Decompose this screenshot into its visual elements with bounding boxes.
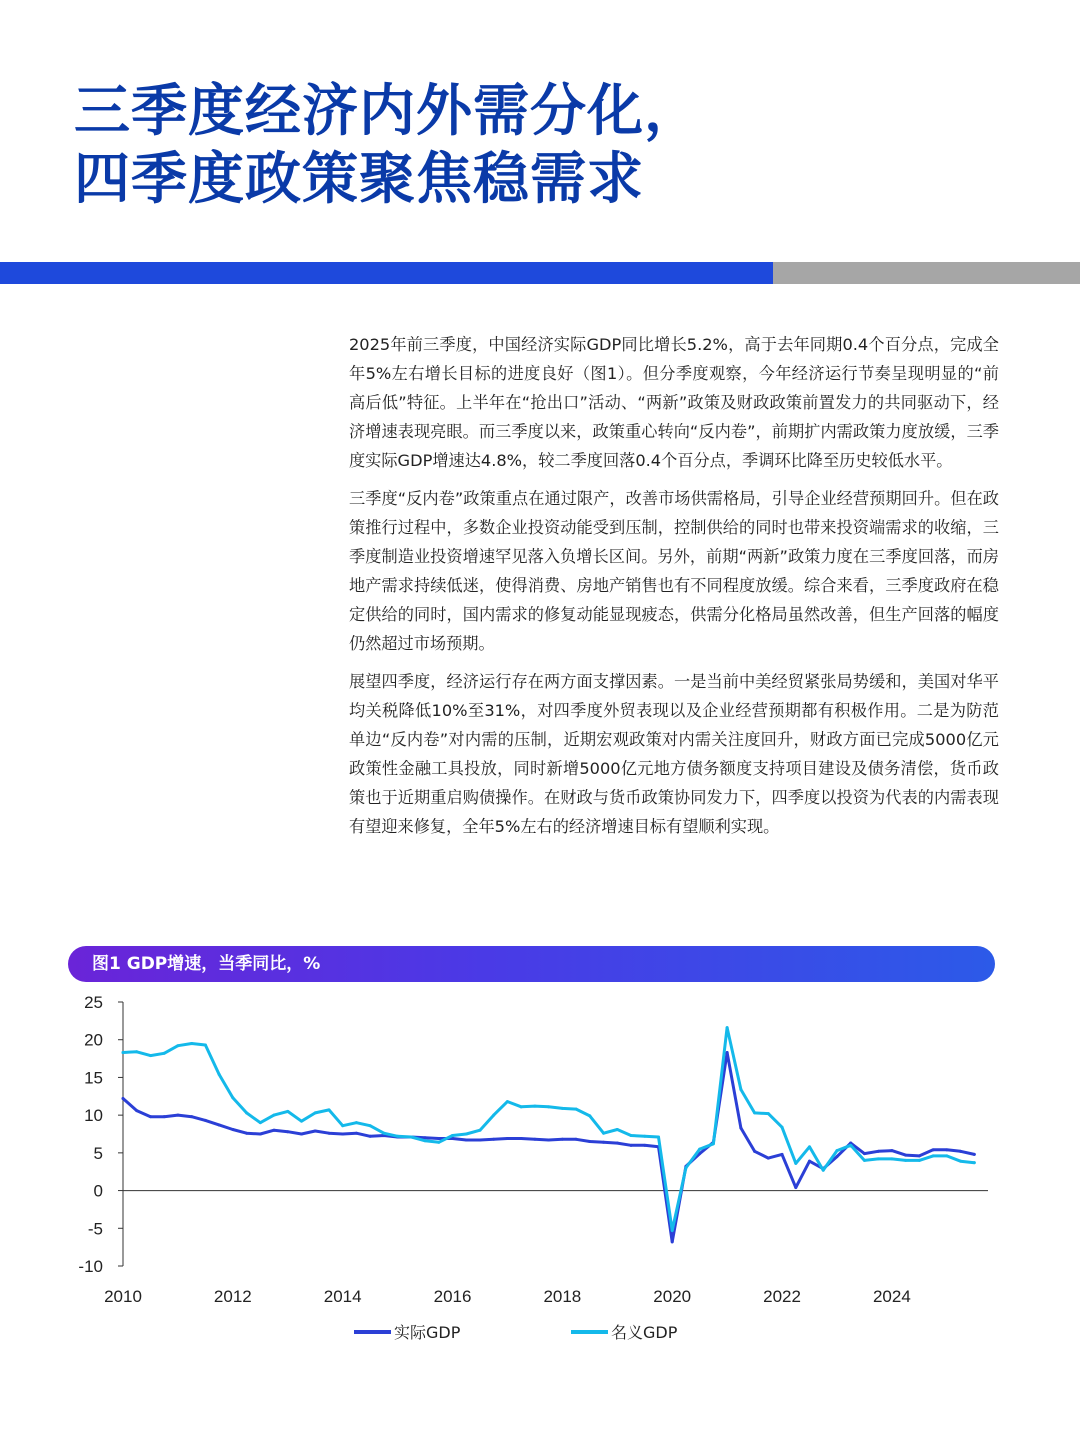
legend-label-1: 名义GDP — [611, 1323, 678, 1342]
y-tick-label: -5 — [87, 1219, 103, 1239]
data-point-series-0 — [877, 1150, 880, 1153]
paragraph-3: 展望四季度，经济运行存在两方面支撑因素。一是当前中美经贸紧张局势缓和，美国对华平均关税降低10%至31%，对四季度外贸表现以及企业经营预期都有积极作用。二是为防范单边“反内卷”对内需的压制，近期宏观政策对内需关注度回升，财政方面已完成5000亿元政策性金融工具投放，同时新增5000亿元地方债务额度支持项目建设及债务清偿，货币政策也于近期重启购债操作。在财政与货币政策协同发力下，四季度以投资为代表的内需表现有望迎来修复，全年5%左右的经济增速目标有望顺利实现。 — [349, 672, 999, 836]
data-point-series-1 — [478, 1129, 481, 1132]
data-point-series-0 — [753, 1150, 756, 1153]
data-point-series-0 — [547, 1139, 550, 1142]
data-point-series-0 — [506, 1137, 509, 1140]
data-point-series-0 — [341, 1133, 344, 1136]
data-point-series-1 — [918, 1159, 921, 1162]
data-point-series-0 — [327, 1132, 330, 1135]
data-point-series-0 — [437, 1137, 440, 1140]
data-point-series-0 — [643, 1144, 646, 1147]
data-point-series-0 — [424, 1136, 427, 1139]
data-point-series-0 — [286, 1130, 289, 1133]
series-line-1 — [123, 1028, 974, 1231]
data-point-series-1 — [822, 1169, 825, 1172]
y-tick-label: 20 — [84, 1030, 103, 1050]
data-point-series-1 — [849, 1144, 852, 1147]
data-point-series-1 — [231, 1096, 234, 1099]
data-point-series-1 — [575, 1108, 578, 1111]
data-point-series-1 — [437, 1141, 440, 1144]
data-point-series-0 — [904, 1154, 907, 1157]
data-point-series-1 — [794, 1162, 797, 1165]
data-point-series-0 — [355, 1132, 358, 1135]
data-point-series-1 — [616, 1128, 619, 1131]
data-point-series-1 — [630, 1134, 633, 1137]
data-point-series-1 — [382, 1132, 385, 1135]
gdp-line-chart — [0, 985, 1080, 1365]
data-point-series-1 — [533, 1105, 536, 1108]
data-point-series-1 — [602, 1132, 605, 1135]
figure-title: 图1 GDP增速，当季同比，% — [92, 954, 321, 974]
data-point-series-1 — [176, 1044, 179, 1047]
data-point-series-1 — [465, 1133, 468, 1136]
y-tick-label: 5 — [93, 1143, 103, 1163]
title-line-1: 三季度经济内外需分化， — [74, 79, 701, 144]
data-point-series-0 — [190, 1115, 193, 1118]
data-point-series-0 — [478, 1139, 481, 1142]
data-point-series-0 — [369, 1135, 372, 1138]
data-point-series-1 — [218, 1073, 221, 1076]
data-point-series-1 — [245, 1111, 248, 1114]
data-point-series-1 — [273, 1114, 276, 1117]
x-tick-label: 2014 — [323, 1287, 362, 1306]
data-point-series-0 — [561, 1138, 564, 1141]
data-point-series-0 — [739, 1126, 742, 1129]
data-point-series-0 — [149, 1115, 152, 1118]
y-tick-label: 0 — [93, 1181, 103, 1201]
data-point-series-0 — [726, 1051, 729, 1054]
data-point-series-0 — [176, 1114, 179, 1117]
data-point-series-1 — [904, 1159, 907, 1162]
data-point-series-1 — [122, 1051, 125, 1054]
article-body — [349, 330, 999, 850]
data-point-series-0 — [767, 1157, 770, 1160]
data-point-series-1 — [561, 1107, 564, 1110]
data-point-series-1 — [314, 1111, 317, 1114]
data-point-series-1 — [973, 1161, 976, 1164]
data-point-series-1 — [355, 1121, 358, 1124]
data-point-series-0 — [835, 1155, 838, 1158]
data-point-series-1 — [410, 1136, 413, 1139]
data-point-series-1 — [135, 1050, 138, 1053]
data-point-series-0 — [575, 1138, 578, 1141]
data-point-series-0 — [245, 1132, 248, 1135]
data-point-series-1 — [520, 1105, 523, 1108]
data-point-series-1 — [259, 1121, 262, 1124]
legend-label-0: 实际GDP — [394, 1323, 461, 1342]
data-point-series-1 — [739, 1088, 742, 1091]
y-tick-label: 25 — [84, 993, 103, 1012]
data-point-series-1 — [341, 1124, 344, 1127]
data-point-series-0 — [794, 1186, 797, 1189]
data-point-series-0 — [163, 1115, 166, 1118]
data-point-series-1 — [396, 1135, 399, 1138]
data-point-series-0 — [890, 1149, 893, 1152]
y-tick-label: -10 — [78, 1257, 103, 1276]
data-point-series-1 — [163, 1052, 166, 1055]
data-point-series-1 — [932, 1154, 935, 1157]
data-point-series-0 — [932, 1148, 935, 1151]
data-point-series-1 — [643, 1135, 646, 1138]
data-point-series-1 — [286, 1110, 289, 1113]
data-point-series-0 — [314, 1129, 317, 1132]
header-divider-gray — [773, 262, 1080, 284]
data-point-series-0 — [492, 1138, 495, 1141]
page-title — [74, 78, 701, 214]
data-point-series-0 — [135, 1109, 138, 1112]
data-point-series-0 — [533, 1138, 536, 1141]
paragraph-1: 2025年前三季度，中国经济实际GDP同比增长5.2%，高于去年同期0.4个百分点，完成全年5%左右增长目标的进度良好（图1）。但分季度观察，今年经济运行节奏呈现明显的“前高后低”特征。上半年在“抢出口”活动、“两新”政策及财政政策前置发力的共同驱动下，经济增速表现亮眼。而三季度以来，政策重心转向“反内卷”，前期扩内需政策力度放缓，三季度实际GDP增速达4.8%，较二季度回落0.4个百分点，季调环比降至历史较低水平。 — [349, 335, 999, 470]
data-point-series-1 — [492, 1114, 495, 1117]
data-point-series-1 — [451, 1134, 454, 1137]
header-divider-blue — [0, 262, 773, 284]
data-point-series-1 — [835, 1149, 838, 1152]
data-point-series-0 — [630, 1144, 633, 1147]
x-tick-label: 2012 — [213, 1287, 252, 1306]
data-point-series-1 — [547, 1105, 550, 1108]
data-point-series-1 — [959, 1160, 962, 1163]
data-point-series-1 — [877, 1157, 880, 1160]
data-point-series-0 — [588, 1140, 591, 1143]
data-point-series-1 — [424, 1139, 427, 1142]
y-tick-label: 10 — [84, 1106, 103, 1126]
data-point-series-1 — [300, 1120, 303, 1123]
x-tick-label: 2016 — [433, 1287, 472, 1306]
data-point-series-1 — [945, 1154, 948, 1157]
data-point-series-0 — [973, 1153, 976, 1156]
x-tick-label: 2022 — [763, 1287, 801, 1306]
data-point-series-1 — [863, 1159, 866, 1162]
data-point-series-1 — [712, 1142, 715, 1145]
data-point-series-1 — [369, 1124, 372, 1127]
data-point-series-0 — [945, 1148, 948, 1151]
x-tick-label: 2020 — [653, 1287, 692, 1306]
data-point-series-1 — [753, 1111, 756, 1114]
data-point-series-0 — [808, 1160, 811, 1163]
y-tick-label: 15 — [84, 1068, 103, 1088]
x-tick-label: 2010 — [104, 1287, 142, 1306]
data-point-series-0 — [918, 1154, 921, 1157]
data-point-series-1 — [767, 1112, 770, 1115]
x-tick-label: 2024 — [872, 1287, 911, 1306]
title-line-2: 四季度政策聚焦稳需求 — [74, 147, 644, 212]
figure-header — [68, 946, 995, 982]
x-tick-label: 2018 — [543, 1287, 582, 1306]
data-point-series-1 — [204, 1043, 207, 1046]
data-point-series-0 — [300, 1133, 303, 1136]
data-point-series-1 — [190, 1042, 193, 1045]
data-point-series-1 — [588, 1114, 591, 1117]
data-point-series-1 — [506, 1100, 509, 1103]
data-point-series-0 — [259, 1133, 262, 1136]
paragraph-2: 三季度“反内卷”政策重点在通过限产，改善市场供需格局，引导企业经营预期回升。但在政策推行过程中，多数企业投资动能受到压制，控制供给的同时也带来投资端需求的收缩，三季度制造业投资增速罕见落入负增长区间。另外，前期“两新”政策力度在三季度回落，而房地产需求持续低迷，使得消费、房地产销售也有不同程度放缓。综合来看，三季度政府在稳定供给的同时，国内需求的修复动能显现疲态，供需分化格局虽然改善，但生产回落的幅度仍然超过市场预期。 — [349, 489, 999, 653]
data-point-series-1 — [698, 1148, 701, 1151]
data-point-series-1 — [327, 1108, 330, 1111]
data-point-series-0 — [602, 1141, 605, 1144]
data-point-series-0 — [520, 1137, 523, 1140]
data-point-series-1 — [684, 1166, 687, 1169]
data-point-series-0 — [863, 1152, 866, 1155]
data-point-series-1 — [671, 1229, 674, 1232]
data-point-series-1 — [726, 1026, 729, 1029]
data-point-series-0 — [465, 1139, 468, 1142]
data-point-series-1 — [808, 1145, 811, 1148]
data-point-series-1 — [890, 1157, 893, 1160]
data-point-series-0 — [204, 1119, 207, 1122]
data-point-series-1 — [781, 1126, 784, 1129]
data-point-series-1 — [149, 1054, 152, 1057]
data-point-series-0 — [616, 1142, 619, 1145]
data-point-series-0 — [231, 1128, 234, 1131]
data-point-series-0 — [959, 1150, 962, 1153]
data-point-series-0 — [218, 1123, 221, 1126]
data-point-series-0 — [781, 1153, 784, 1156]
data-point-series-0 — [671, 1240, 674, 1243]
data-point-series-0 — [273, 1129, 276, 1132]
data-point-series-1 — [657, 1136, 660, 1139]
data-point-series-0 — [122, 1097, 125, 1100]
